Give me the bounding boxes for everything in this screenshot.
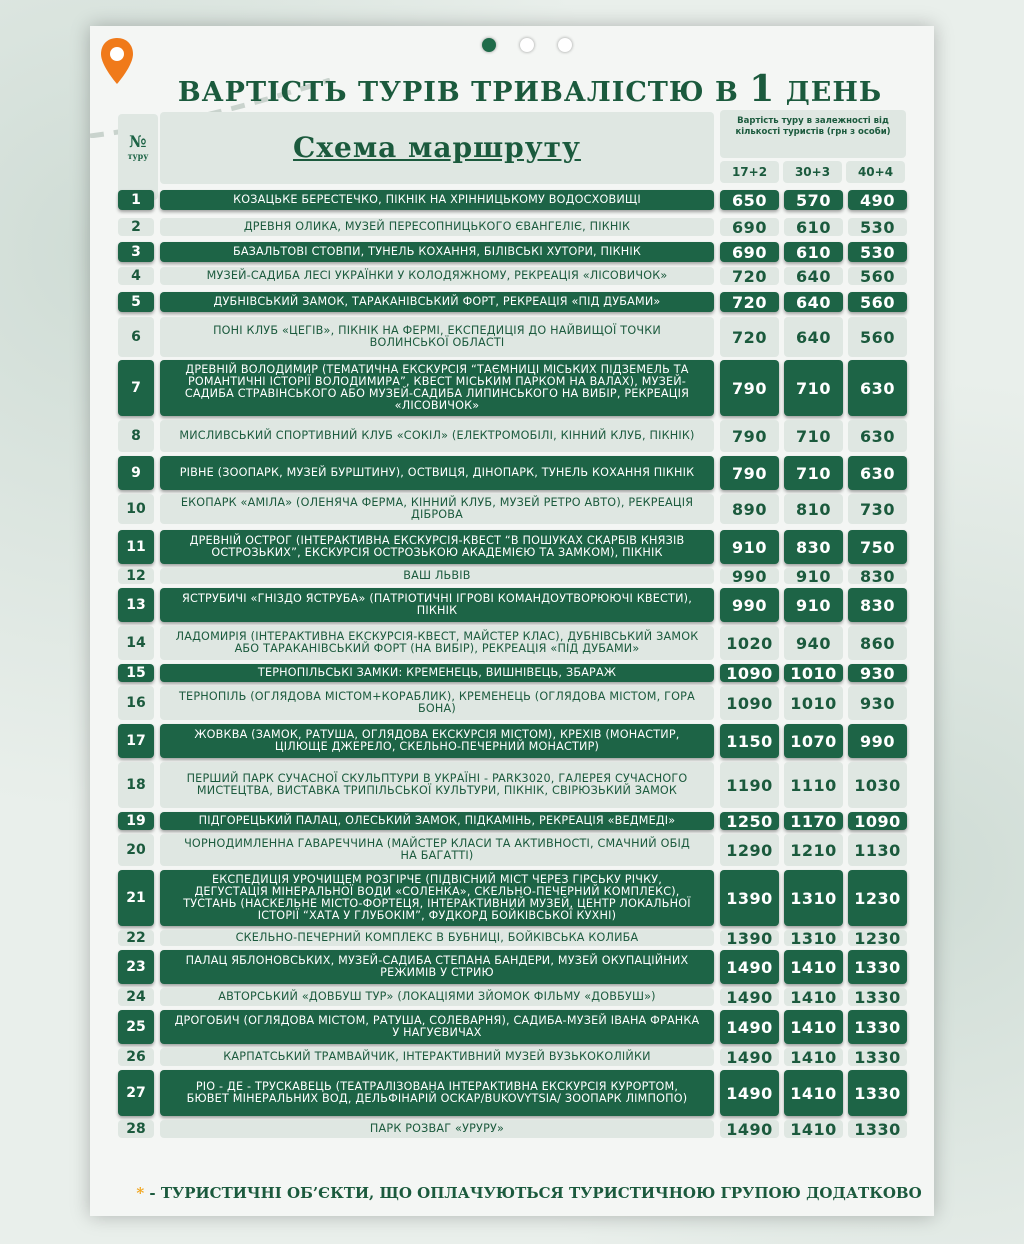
tour-price-17+2: 1490 — [720, 1048, 779, 1066]
tour-number: 24 — [118, 988, 154, 1006]
tour-price-40+4: 1030 — [848, 762, 907, 808]
tour-number: 13 — [118, 588, 154, 622]
tour-route: ДРЕВНІЙ ОСТРОГ (ІНТЕРАКТИВНА ЕКСКУРСІЯ-КВЕСТ “В ПОШУКАХ СКАРБІВ КНЯЗІВ ОСТРОЗЬКИХ”, ЕКСКУРСІЯ ОСТРОЗЬКОЮ АКАДЕМІЄЮ ТА ЗАМКОМ), ПІКНІК — [160, 530, 714, 564]
table-row — [118, 420, 908, 452]
tour-number: 10 — [118, 494, 154, 524]
tour-route: РІО - ДЕ - ТРУСКАВЕЦЬ (ТЕАТРАЛІЗОВАНА ІНТЕРАКТИВНА ЕКСКУРСІЯ КУРОРТОМ, БЮВЕТ МІНЕРАЛЬНИХ ВОД, ДЕЛЬФІНАРІЙ ОСКАР/BUKOVYTSIA/ ЗООПАРК ЛІМПОПО) — [160, 1070, 714, 1116]
footnote-text: - ТУРИСТИЧНІ ОБ’ЄКТИ, ЩО ОПЛАЧУЮТЬСЯ ТУРИСТИЧНОЮ ГРУПОЮ ДОДАТКОВО — [149, 1184, 922, 1202]
tour-price-30+3: 830 — [784, 530, 843, 564]
tour-price-30+3: 1410 — [784, 988, 843, 1006]
tour-number: 5 — [118, 292, 154, 312]
tour-number: 8 — [118, 420, 154, 452]
tour-price-17+2: 720 — [720, 267, 779, 285]
tour-price-40+4: 530 — [848, 218, 907, 236]
table-row — [118, 267, 908, 285]
tour-price-17+2: 1490 — [720, 1070, 779, 1116]
tour-price-30+3: 570 — [784, 190, 843, 210]
table-row — [118, 664, 908, 682]
table-row — [118, 190, 908, 210]
tour-price-17+2: 1390 — [720, 930, 779, 946]
tour-price-30+3: 1010 — [784, 664, 843, 682]
tour-route: ДРЕВНЯ ОЛИКА, МУЗЕЙ ПЕРЕСОПНИЦЬКОГО ЄВАНГЕЛІЄ, ПІКНІК — [160, 218, 714, 236]
title-tail: ДЕНЬ — [785, 77, 883, 108]
tour-price-30+3: 1410 — [784, 1120, 843, 1138]
header-col-1: 17+2 — [720, 161, 779, 183]
tour-route: ДУБНІВСЬКИЙ ЗАМОК, ТАРАКАНІВСЬКИЙ ФОРТ, РЕКРЕАЦІЯ «ПІД ДУБАМИ» — [160, 292, 714, 312]
tour-price-40+4: 560 — [848, 267, 907, 285]
tour-route: ПІДГОРЕЦЬКИЙ ПАЛАЦ, ОЛЕСЬКИЙ ЗАМОК, ПІДКАМІНЬ, РЕКРЕАЦІЯ «ВЕДМЕДІ» — [160, 812, 714, 830]
tour-price-30+3: 1410 — [784, 1070, 843, 1116]
tour-price-40+4: 1330 — [848, 1048, 907, 1066]
table-row — [118, 812, 908, 830]
tour-price-30+3: 610 — [784, 242, 843, 262]
tour-route: ПЕРШИЙ ПАРК СУЧАСНОЇ СКУЛЬПТУРИ В УКРАЇНІ - PARK3020, ГАЛЕРЕЯ СУЧАСНОГО МИСТЕЦТВА, ВИСТАВКА ТРИПІЛЬСЬКОЇ КУЛЬТУРИ, ПІКНІК, СВІРЮЗЬКИЙ ЗАМОК — [160, 762, 714, 808]
page-title — [130, 68, 930, 110]
header-number-label: № — [129, 132, 147, 151]
table-row — [118, 1120, 908, 1138]
tour-price-17+2: 1150 — [720, 724, 779, 758]
tour-number: 9 — [118, 456, 154, 490]
tour-price-40+4: 930 — [848, 664, 907, 682]
tour-price-30+3: 910 — [784, 588, 843, 622]
tour-price-17+2: 890 — [720, 494, 779, 524]
tour-route: ПАЛАЦ ЯБЛОНОВСЬКИХ, МУЗЕЙ-САДИБА СТЕПАНА БАНДЕРИ, МУЗЕЙ ОКУПАЦІЙНИХ РЕЖИМІВ У СТРИЮ — [160, 950, 714, 984]
table-row — [118, 242, 908, 262]
price-sheet — [90, 26, 934, 1216]
tour-price-30+3: 1210 — [784, 834, 843, 866]
tour-price-17+2: 650 — [720, 190, 779, 210]
tour-price-40+4: 990 — [848, 724, 907, 758]
tour-price-40+4: 560 — [848, 292, 907, 312]
tour-price-17+2: 1490 — [720, 988, 779, 1006]
tour-route: ТЕРНОПІЛЬСЬКІ ЗАМКИ: КРЕМЕНЕЦЬ, ВИШНІВЕЦЬ, ЗБАРАЖ — [160, 664, 714, 682]
tour-price-40+4: 1330 — [848, 950, 907, 984]
tour-price-17+2: 690 — [720, 242, 779, 262]
title-text: ВАРТІСТЬ ТУРІВ ТРИВАЛІСТЮ В — [177, 77, 739, 108]
header-col-3: 40+4 — [846, 161, 905, 183]
tour-price-30+3: 710 — [784, 420, 843, 452]
tour-price-40+4: 860 — [848, 626, 907, 660]
tour-price-17+2: 1090 — [720, 686, 779, 720]
table-row — [118, 530, 908, 564]
tour-price-17+2: 720 — [720, 317, 779, 357]
tour-number: 17 — [118, 724, 154, 758]
tour-number: 11 — [118, 530, 154, 564]
tour-route: ЯСТРУБИЧІ «ГНІЗДО ЯСТРУБА» (ПАТРІОТИЧНІ ІГРОВІ КОМАНДОУТВОРЮЮЧІ КВЕСТИ), ПІКНІК — [160, 588, 714, 622]
tour-number: 23 — [118, 950, 154, 984]
tour-price-17+2: 1390 — [720, 870, 779, 926]
tour-price-40+4: 630 — [848, 420, 907, 452]
tour-price-30+3: 640 — [784, 317, 843, 357]
header-scheme: Схема маршруту — [160, 112, 714, 184]
tour-route: КОЗАЦЬКЕ БЕРЕСТЕЧКО, ПІКНІК НА ХРІННИЦЬКОМУ ВОДОСХОВИЩІ — [160, 190, 714, 210]
table-row — [118, 494, 908, 524]
pagination-dots — [482, 38, 572, 52]
tour-price-17+2: 1190 — [720, 762, 779, 808]
tour-price-40+4: 490 — [848, 190, 907, 210]
table-row — [118, 686, 908, 720]
tour-number: 6 — [118, 317, 154, 357]
tour-number: 4 — [118, 267, 154, 285]
tour-number: 22 — [118, 930, 154, 946]
table-row — [118, 1070, 908, 1116]
tour-number: 19 — [118, 812, 154, 830]
table-row — [118, 950, 908, 984]
tour-route: ПАРК РОЗВАГ «УРУРУ» — [160, 1120, 714, 1138]
tour-route: БАЗАЛЬТОВІ СТОВПИ, ТУНЕЛЬ КОХАННЯ, БІЛІВСЬКІ ХУТОРИ, ПІКНІК — [160, 242, 714, 262]
tour-number: 3 — [118, 242, 154, 262]
tour-number: 27 — [118, 1070, 154, 1116]
tour-route: ЕКОПАРК «АМІЛА» (ОЛЕНЯЧА ФЕРМА, КІННИЙ КЛУБ, МУЗЕЙ РЕТРО АВТО), РЕКРЕАЦІЯ ДІБРОВА — [160, 494, 714, 524]
tour-number: 2 — [118, 218, 154, 236]
tour-price-40+4: 560 — [848, 317, 907, 357]
table-row — [118, 360, 908, 416]
page-dot-1[interactable] — [482, 38, 496, 52]
tour-price-17+2: 1290 — [720, 834, 779, 866]
tour-price-17+2: 1490 — [720, 950, 779, 984]
tour-price-30+3: 810 — [784, 494, 843, 524]
header-number-sub: туру — [127, 151, 149, 161]
header-col-2: 30+3 — [783, 161, 842, 183]
table-row — [118, 870, 908, 926]
tour-price-30+3: 1070 — [784, 724, 843, 758]
tour-number: 12 — [118, 568, 154, 584]
tour-price-17+2: 990 — [720, 588, 779, 622]
tour-price-40+4: 1230 — [848, 930, 907, 946]
tour-price-40+4: 530 — [848, 242, 907, 262]
table-row — [118, 834, 908, 866]
tour-price-40+4: 830 — [848, 568, 907, 584]
header-price-columns — [720, 161, 906, 183]
title-number: 1 — [749, 68, 776, 110]
tour-price-40+4: 750 — [848, 530, 907, 564]
tour-route: ВАШ ЛЬВІВ — [160, 568, 714, 584]
tour-route: КАРПАТСЬКИЙ ТРАМВАЙЧИК, ІНТЕРАКТИВНИЙ МУЗЕЙ ВУЗЬКОКОЛІЙКИ — [160, 1048, 714, 1066]
table-row — [118, 1010, 908, 1044]
tour-price-17+2: 910 — [720, 530, 779, 564]
tour-price-17+2: 690 — [720, 218, 779, 236]
tour-price-30+3: 1170 — [784, 812, 843, 830]
tour-price-30+3: 1410 — [784, 1048, 843, 1066]
tour-number: 15 — [118, 664, 154, 682]
tour-route: ЛАДОМИРІЯ (ІНТЕРАКТИВНА ЕКСКУРСІЯ-КВЕСТ, МАЙСТЕР КЛАС), ДУБНІВСЬКИЙ ЗАМОК АБО ТАРАКАНІВСЬКИЙ ФОРТ (НА ВИБІР), РЕКРЕАЦІЯ «ПІД ДУБАМИ» — [160, 626, 714, 660]
tour-route: МУЗЕЙ-САДИБА ЛЕСІ УКРАЇНКИ У КОЛОДЯЖНОМУ, РЕКРЕАЦІЯ «ЛІСОВИЧОК» — [160, 267, 714, 285]
tour-price-40+4: 1330 — [848, 1070, 907, 1116]
tour-price-40+4: 730 — [848, 494, 907, 524]
tour-price-30+3: 710 — [784, 360, 843, 416]
tour-price-40+4: 1130 — [848, 834, 907, 866]
tour-number: 28 — [118, 1120, 154, 1138]
tour-price-17+2: 1090 — [720, 664, 779, 682]
tour-price-40+4: 830 — [848, 588, 907, 622]
table-row — [118, 218, 908, 236]
tour-price-17+2: 1490 — [720, 1010, 779, 1044]
tour-route: ТЕРНОПІЛЬ (ОГЛЯДОВА МІСТОМ+КОРАБЛИК), КРЕМЕНЕЦЬ (ОГЛЯДОВА МІСТОМ, ГОРА БОНА) — [160, 686, 714, 720]
tour-number: 16 — [118, 686, 154, 720]
page-dot-2[interactable] — [520, 38, 534, 52]
table-row — [118, 1048, 908, 1066]
header-price-label: Вартість туру в залежності від кількості туристів (грн з особи) — [720, 110, 906, 158]
tour-route: РІВНЕ (ЗООПАРК, МУЗЕЙ БУРШТИНУ), ОСТВИЦЯ, ДІНОПАРК, ТУНЕЛЬ КОХАННЯ ПІКНІК — [160, 456, 714, 490]
tour-price-40+4: 1330 — [848, 1120, 907, 1138]
footnote — [134, 1184, 924, 1202]
tour-price-30+3: 640 — [784, 267, 843, 285]
tour-price-30+3: 910 — [784, 568, 843, 584]
table-row — [118, 456, 908, 490]
tour-price-17+2: 790 — [720, 456, 779, 490]
tour-price-40+4: 630 — [848, 360, 907, 416]
tour-route: ЕКСПЕДИЦІЯ УРОЧИЩЕМ РОЗГІРЧЕ (ПІДВІСНИЙ МІСТ ЧЕРЕЗ ГІРСЬКУ РІЧКУ, ДЕГУСТАЦІЯ МІНЕРАЛЬНОЇ ВОДИ «СОЛЕНКА», СКЕЛЬНО-ПЕЧЕРНИЙ КОМПЛЕКС), ТУСТАНЬ (НАСКЕЛЬНЕ МІСТО-ФОРТЕЦЯ, ІНТЕРАКТИВНИЙ МУЗЕЙ, ЦЕНТР ЛОКАЛЬНОЇ ІСТОРІЇ “ХАТА У ГЛУБОКІМ”, ФУДКОРД БОЙКІВСЬКОЇ КУХНІ) — [160, 870, 714, 926]
table-row — [118, 724, 908, 758]
tour-route: СКЕЛЬНО-ПЕЧЕРНИЙ КОМПЛЕКС В БУБНИЦІ, БОЙКІВСЬКА КОЛИБА — [160, 930, 714, 946]
tour-number: 7 — [118, 360, 154, 416]
tour-price-17+2: 790 — [720, 420, 779, 452]
tour-price-40+4: 1330 — [848, 988, 907, 1006]
tour-price-40+4: 1090 — [848, 812, 907, 830]
tour-number: 20 — [118, 834, 154, 866]
table-row — [118, 988, 908, 1006]
tour-price-30+3: 710 — [784, 456, 843, 490]
tour-price-30+3: 1310 — [784, 930, 843, 946]
tour-route: МИСЛИВСЬКИЙ СПОРТИВНИЙ КЛУБ «СОКІЛ» (ЕЛЕКТРОМОБІЛІ, КІННИЙ КЛУБ, ПІКНІК) — [160, 420, 714, 452]
tour-number: 26 — [118, 1048, 154, 1066]
tour-price-40+4: 930 — [848, 686, 907, 720]
tour-price-30+3: 940 — [784, 626, 843, 660]
table-row — [118, 317, 908, 357]
tour-price-40+4: 1330 — [848, 1010, 907, 1044]
tour-route: ДРЕВНІЙ ВОЛОДИМИР (ТЕМАТИЧНА ЕКСКУРСІЯ “ТАЄМНИЦІ МІСЬКИХ ПІДЗЕМЕЛЬ ТА РОМАНТИЧНІ ІСТОРІЇ ВОЛОДИМИРА”, КВЕСТ МІСЬКИМ ПАРКОМ НА ВАЛАХ), МУЗЕЙ-САДИБА СТРАВІНСЬКОГО АБО МУЗЕЙ-САДИБА ЛИПИНСЬКОГО НА ВИБІР, РЕКРЕАЦІЯ «ЛІСОВИЧОК» — [160, 360, 714, 416]
page-dot-3[interactable] — [558, 38, 572, 52]
tour-price-40+4: 1230 — [848, 870, 907, 926]
tour-route: ЧОРНОДИМЛЕННА ГАВАРЕЧЧИНА (МАЙСТЕР КЛАСИ ТА АКТИВНОСТІ, СМАЧНИЙ ОБІД НА БАГАТТІ) — [160, 834, 714, 866]
footnote-star: * — [136, 1184, 145, 1202]
tour-price-30+3: 640 — [784, 292, 843, 312]
tour-price-17+2: 1250 — [720, 812, 779, 830]
tour-price-17+2: 1490 — [720, 1120, 779, 1138]
tour-price-30+3: 1410 — [784, 950, 843, 984]
tour-price-17+2: 990 — [720, 568, 779, 584]
tour-number: 1 — [118, 190, 154, 210]
table-row — [118, 930, 908, 946]
tour-number: 18 — [118, 762, 154, 808]
tour-price-17+2: 720 — [720, 292, 779, 312]
tour-number: 25 — [118, 1010, 154, 1044]
tour-route: ПОНІ КЛУБ «ЦЕГІВ», ПІКНІК НА ФЕРМІ, ЕКСПЕДИЦІЯ ДО НАЙВИЩОЇ ТОЧКИ ВОЛИНСЬКОЇ ОБЛАСТІ — [160, 317, 714, 357]
tour-price-30+3: 610 — [784, 218, 843, 236]
table-row — [118, 626, 908, 660]
tour-route: ДРОГОБИЧ (ОГЛЯДОВА МІСТОМ, РАТУША, СОЛЕВАРНЯ), САДИБА-МУЗЕЙ ІВАНА ФРАНКА У НАГУЄВИЧАХ — [160, 1010, 714, 1044]
table-row — [118, 568, 908, 584]
tour-number: 14 — [118, 626, 154, 660]
tour-route: ЖОВКВА (ЗАМОК, РАТУША, ОГЛЯДОВА ЕКСКУРСІЯ МІСТОМ), КРЕХІВ (МОНАСТИР, ЦІЛЮЩЕ ДЖЕРЕЛО, СКЕЛЬНО-ПЕЧЕРНИЙ МОНАСТИР) — [160, 724, 714, 758]
table-row — [118, 762, 908, 808]
tour-price-30+3: 1410 — [784, 1010, 843, 1044]
header-number — [118, 114, 158, 200]
tour-price-30+3: 1310 — [784, 870, 843, 926]
table-row — [118, 292, 908, 312]
tour-price-30+3: 1010 — [784, 686, 843, 720]
tour-price-17+2: 1020 — [720, 626, 779, 660]
tour-price-17+2: 790 — [720, 360, 779, 416]
tour-number: 21 — [118, 870, 154, 926]
tour-price-30+3: 1110 — [784, 762, 843, 808]
tour-route: АВТОРСЬКИЙ «ДОВБУШ ТУР» (ЛОКАЦІЯМИ ЗЙОМОК ФІЛЬМУ «ДОВБУШ») — [160, 988, 714, 1006]
tour-price-40+4: 630 — [848, 456, 907, 490]
table-row — [118, 588, 908, 622]
